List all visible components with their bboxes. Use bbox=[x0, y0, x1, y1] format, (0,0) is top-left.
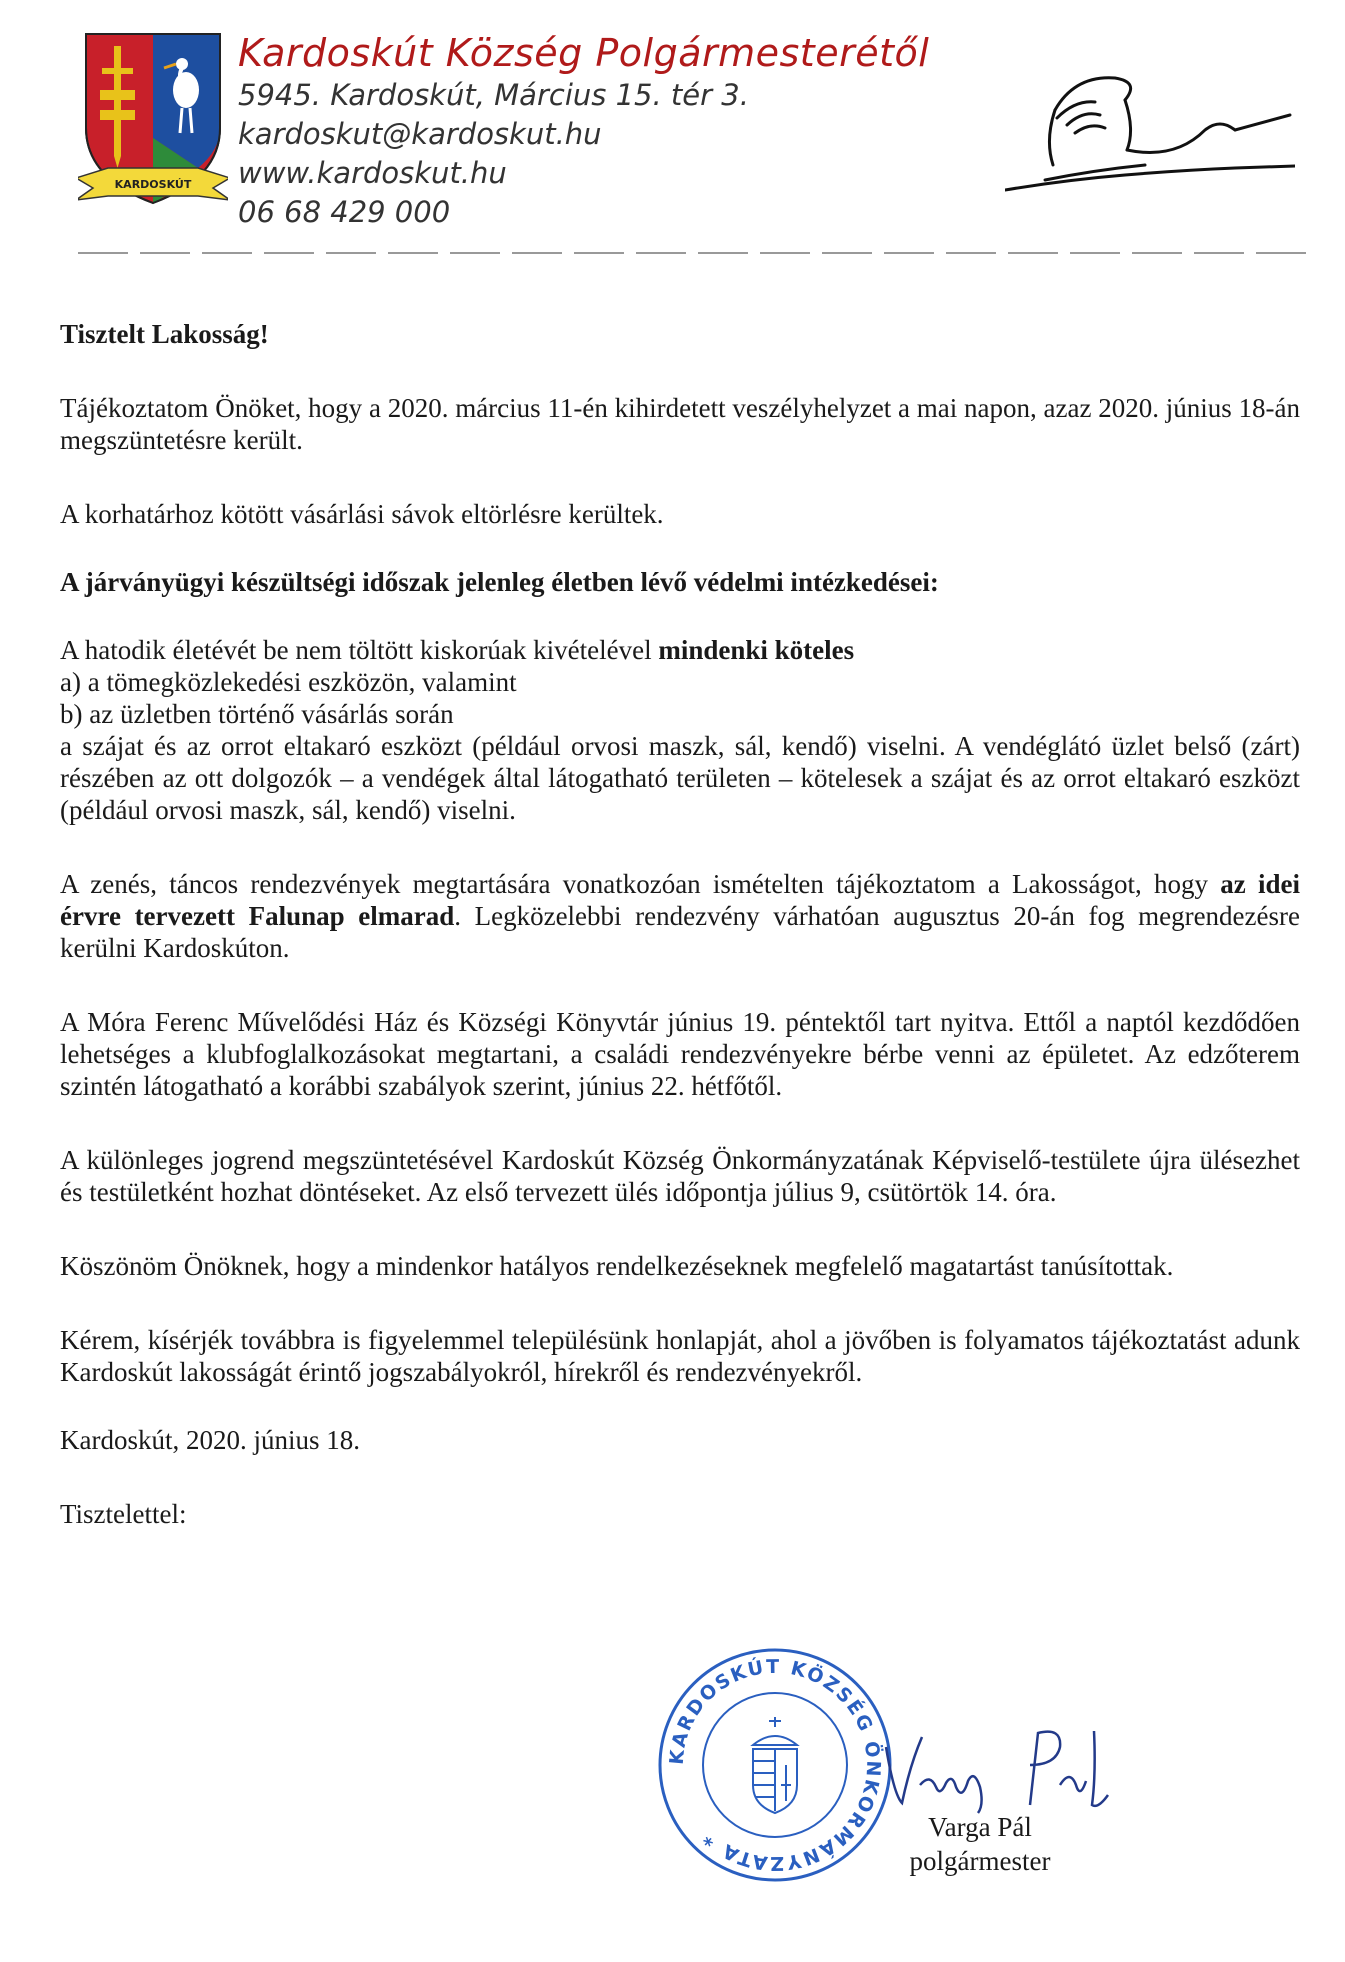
office-title: Kardoskút Község Polgármesterétől bbox=[238, 31, 930, 75]
paragraph-3-rest: a szájat és az orrot eltakaró eszközt (például orvosi maszk, sál, kendő) viselni. A vendéglátó üzlet belső (zárt) részében az ott dolgozók – a vendégek által látogatható területen – kötelesek a szájat és az orrot eltakaró eszközt (például orvosi maszk, sál, kendő) viselni. bbox=[60, 731, 1300, 825]
paragraph-6: A különleges jogrend megszüntetésével Kardoskút Község Önkormányzatának Képviselő-testülete újra ülésezhet és testületként hozhat döntéseket. Az első tervezett ülés időpontja július 9, csütörtök 14. óra. bbox=[60, 1145, 1300, 1207]
letterhead-divider bbox=[78, 252, 1308, 254]
paragraph-3-item-b: b) az üzletben történő vásárlás során bbox=[60, 699, 454, 729]
handwritten-signature bbox=[880, 1725, 1120, 1815]
office-email: kardoskut@kardoskut.hu bbox=[238, 117, 602, 151]
paragraph-7: Köszönöm Önöknek, hogy a mindenkor hatályos rendelkezéseknek megfelelő magatartást tanúsítottak. bbox=[60, 1251, 1174, 1281]
stamp-ring-text: KARDOSKÚT KÖZSÉG ÖNKORMÁNYZATA * bbox=[665, 1655, 885, 1875]
paragraph-3-intro bbox=[60, 634, 1300, 666]
office-phone: 06 68 429 000 bbox=[238, 195, 451, 229]
section-heading: A járványügyi készültségi időszak jelenleg életben lévő védelmi intézkedései: bbox=[60, 567, 939, 597]
paragraph-5: A Móra Ferenc Művelődési Ház és Községi Könyvtár június 19. péntektől tart nyitva. Ettől a naptól kezdődően lehetséges a klubfoglalkozásokat megtartani, a családi rendezvényekre bérbe venni az épületet. Az edzőterem szintén látogatható a korábbi szabályok szerint, június 22. hétfőtől. bbox=[60, 1007, 1300, 1101]
paragraph-8: Kérem, kísérjék továbbra is figyelemmel településünk honlapját, ahol a jövőben is folyamatos tájékoztatást adunk Kardoskút lakosságát érintő jogszabályokról, hírekről és rendezvényekről. bbox=[60, 1325, 1300, 1387]
p3-intro-text: A hatodik életévét be nem töltött kiskorúak kivételével bbox=[60, 635, 659, 665]
salutation: Tisztelt Lakosság! bbox=[60, 319, 269, 349]
letterhead bbox=[0, 0, 1345, 260]
office-website: www.kardoskut.hu bbox=[238, 156, 507, 190]
letter-body bbox=[60, 318, 1300, 1530]
paragraph-1: Tájékoztatom Önöket, hogy a 2020. március 11-én kihirdetett veszélyhelyzet a mai napon, azaz 2020. június 18-án megszüntetésre került. bbox=[60, 393, 1300, 455]
signer-name: Varga Pál bbox=[928, 1812, 1032, 1842]
signer-title: polgármester bbox=[909, 1846, 1051, 1876]
paragraph-2: A korhatárhoz kötött vásárlási sávok eltörlésre kerültek. bbox=[60, 499, 664, 529]
closing: Tisztelettel: bbox=[60, 1499, 187, 1529]
p4-bold-text: az idei érvre tervezett Falunap elmarad bbox=[60, 869, 1300, 931]
office-address: 5945. Kardoskút, Március 15. tér 3. bbox=[238, 78, 749, 112]
coat-of-arms-icon bbox=[78, 28, 228, 218]
stork-logo-icon bbox=[1005, 70, 1295, 200]
signer-block bbox=[885, 1810, 1075, 1878]
crest-ribbon-text: KARDOSKÚT bbox=[114, 178, 192, 191]
paragraph-4 bbox=[60, 868, 1300, 964]
official-stamp-icon bbox=[655, 1645, 895, 1885]
p3-bold-text: mindenki köteles bbox=[658, 635, 855, 665]
p4-start-text: A zenés, táncos rendezvények megtartására vonatkozóan ismételten tájékoztatom a Lakosságot, hogy bbox=[60, 869, 1221, 899]
paragraph-3-item-a: a) a tömegközlekedési eszközön, valamint bbox=[60, 667, 517, 697]
place-date: Kardoskút, 2020. június 18. bbox=[60, 1425, 360, 1455]
letterhead-text bbox=[238, 30, 929, 232]
p4-end-text: . Legközelebbi rendezvény várhatóan augusztus 20-án fog megrendezésre kerülni Kardoskúton. bbox=[60, 901, 1300, 963]
